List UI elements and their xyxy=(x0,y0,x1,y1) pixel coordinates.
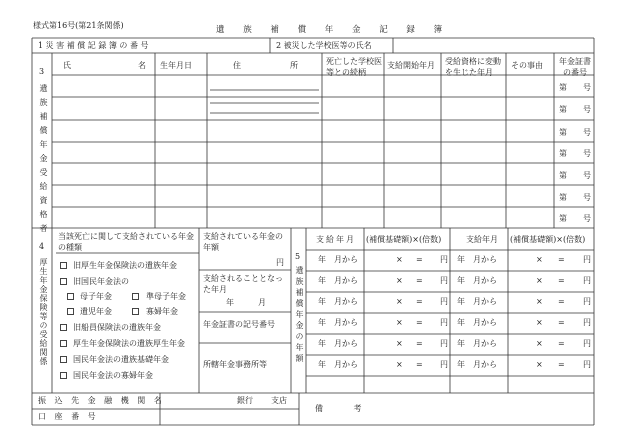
s5-row6-eq-1: = xyxy=(416,360,423,369)
s5-row2-eq-1: = xyxy=(416,276,423,285)
s5-header-date-1: 支給年月 xyxy=(316,235,356,244)
s5-row3-times-2: × xyxy=(536,297,543,306)
checkbox-pension-10[interactable] xyxy=(60,372,67,379)
s5-row6-yen-1: 円 xyxy=(440,360,448,369)
s5-row2-date-1: 年 月から xyxy=(318,276,358,285)
s5-row6-times-2: × xyxy=(536,360,543,369)
month-label: 月 xyxy=(258,298,266,307)
s5-row1-yen-2: 円 xyxy=(583,255,591,264)
bank-name-field[interactable] xyxy=(161,394,235,408)
s5-row5-yen-2: 円 xyxy=(583,339,591,348)
pension-type-8: 厚生年金保険法の遺族厚生年金 xyxy=(73,339,185,348)
checkbox-pension-3[interactable] xyxy=(67,293,74,300)
s5-row5-eq-1: = xyxy=(416,339,423,348)
header-cert-number: 年金証書の番号 xyxy=(559,57,591,77)
checkbox-pension-8[interactable] xyxy=(60,340,67,347)
end-date-header: 支給されることとなった年月 xyxy=(203,274,283,294)
section3-number: 3 xyxy=(39,67,45,76)
pension-type-5: 遺児年金 xyxy=(80,307,112,316)
year-label: 年 xyxy=(226,298,234,307)
s5-header-calc-1: (補償基礎額)×(倍数) xyxy=(366,235,442,244)
s5-row2-eq-2: = xyxy=(558,276,565,285)
pension-type-2: 旧国民年金法の xyxy=(73,277,129,286)
checkbox-pension-2[interactable] xyxy=(60,278,67,285)
pension-type-1: 旧厚生年金保険法の遺族年金 xyxy=(73,261,177,270)
s5-header-calc-2: (補償基礎額)×(倍数) xyxy=(510,235,586,244)
s5-row3-yen-1: 円 xyxy=(440,297,448,306)
cert-number-row-4: 第 号 xyxy=(559,149,591,158)
cert-number-row-2: 第 号 xyxy=(559,105,591,114)
account-number-field[interactable] xyxy=(161,410,298,424)
checkbox-pension-6[interactable] xyxy=(132,308,139,315)
s5-row2-date-2: 年 月から xyxy=(457,276,497,285)
s5-row1-eq-2: = xyxy=(558,255,565,264)
s5-row3-date-1: 年 月から xyxy=(318,297,358,306)
s5-row2-times-1: × xyxy=(396,276,403,285)
s5-row5-date-2: 年 月から xyxy=(457,339,497,348)
header-relationship: 死亡した学校医等との続柄 xyxy=(326,57,382,77)
checkbox-pension-5[interactable] xyxy=(67,308,74,315)
amount-header: 支給されている年金の年額 xyxy=(203,232,283,252)
s5-row4-eq-2: = xyxy=(558,318,565,327)
cert-no-header: 年金証書の記号番号 xyxy=(203,320,275,329)
s5-row4-date-1: 年 月から xyxy=(318,318,358,327)
s5-row3-eq-1: = xyxy=(416,297,423,306)
s5-row5-times-2: × xyxy=(536,339,543,348)
s5-row5-times-1: × xyxy=(396,339,403,348)
cert-number-row-6: 第 号 xyxy=(559,193,591,202)
header-start-date: 支給開始年月 xyxy=(387,61,435,70)
s5-row5-date-1: 年 月から xyxy=(318,339,358,348)
death-pension-header: 当該死亡に関して支給されている年金の種類 xyxy=(58,232,194,252)
s5-row1-yen-1: 円 xyxy=(440,255,448,264)
office-header: 所轄年金事務所等 xyxy=(203,360,267,369)
cert-number-row-3: 第 号 xyxy=(559,128,591,137)
s5-row6-date-2: 年 月から xyxy=(457,360,497,369)
pension-type-10: 国民年金法の寡婦年金 xyxy=(73,371,153,380)
s5-row6-times-1: × xyxy=(396,360,403,369)
section4-number: 4 xyxy=(39,242,45,251)
s5-row3-eq-2: = xyxy=(558,297,565,306)
header-name-b: 名 xyxy=(138,61,146,70)
s5-row4-date-2: 年 月から xyxy=(457,318,497,327)
cert-number-row-1: 第 号 xyxy=(559,83,591,92)
header-name-a: 氏 xyxy=(63,61,71,70)
pension-type-6: 寡婦年金 xyxy=(146,307,178,316)
checkbox-pension-1[interactable] xyxy=(60,262,67,269)
s5-row5-yen-1: 円 xyxy=(440,339,448,348)
form-number-label: 様式第16号(第21条関係) xyxy=(33,21,124,30)
remarks-label: 備 考 xyxy=(315,404,376,413)
section4-vertical-label: 厚生年金保険等の受給関係 xyxy=(39,258,48,366)
section5-vertical-label: 遺族補償年金の年額 xyxy=(295,266,304,365)
s5-row1-times-2: × xyxy=(536,255,543,264)
checkbox-pension-4[interactable] xyxy=(132,293,139,300)
s5-row6-eq-2: = xyxy=(558,360,565,369)
s5-row1-eq-1: = xyxy=(416,255,423,264)
s5-row1-date-1: 年 月から xyxy=(318,255,358,264)
s5-row4-yen-2: 円 xyxy=(583,318,591,327)
branch-suffix: 支店 xyxy=(271,396,287,405)
header-reason: その事由 xyxy=(511,61,543,70)
victim-name-field[interactable] xyxy=(394,39,593,52)
s5-row4-yen-1: 円 xyxy=(440,318,448,327)
s5-row3-yen-2: 円 xyxy=(583,297,591,306)
account-number-label: 口 座 番 号 xyxy=(38,412,99,421)
checkbox-pension-9[interactable] xyxy=(60,356,67,363)
s5-row2-yen-1: 円 xyxy=(440,276,448,285)
record-number-field[interactable] xyxy=(206,39,269,52)
section3-vertical-label: 遺族補償年金受給資格者 xyxy=(39,84,48,238)
pension-type-9: 国民年金法の遺族基礎年金 xyxy=(73,355,169,364)
s5-row5-eq-2: = xyxy=(558,339,565,348)
s5-row4-times-1: × xyxy=(396,318,403,327)
header-change-date: 受給資格に変動を生じた年月 xyxy=(445,57,501,77)
s5-header-date-2: 支給年月 xyxy=(466,235,498,244)
remarks-field[interactable] xyxy=(360,394,593,424)
header-birthdate: 生年月日 xyxy=(160,61,192,70)
bank-suffix: 銀行 xyxy=(237,396,253,405)
header-address-b: 所 xyxy=(290,61,298,70)
pension-type-7: 旧船員保険法の遺族年金 xyxy=(73,323,161,332)
s5-row1-date-2: 年 月から xyxy=(457,255,497,264)
header-address-a: 住 xyxy=(233,61,241,70)
pension-type-4: 準母子年金 xyxy=(146,292,186,301)
s5-row3-times-1: × xyxy=(396,297,403,306)
s5-row3-date-2: 年 月から xyxy=(457,297,497,306)
amount-unit: 円 xyxy=(276,258,284,267)
section5-number: 5 xyxy=(295,252,301,261)
s5-row2-times-2: × xyxy=(536,276,543,285)
s5-row6-yen-2: 円 xyxy=(583,360,591,369)
cert-number-row-5: 第 号 xyxy=(559,171,591,180)
s5-row2-yen-2: 円 xyxy=(583,276,591,285)
bank-name-label: 振 込 先 金 融 機 関 名 xyxy=(38,396,165,405)
section1-label: 1 災 害 補 償 記 録 簿 の 番 号 xyxy=(38,41,149,50)
s5-row4-times-2: × xyxy=(536,318,543,327)
s5-row6-date-1: 年 月から xyxy=(318,360,358,369)
s5-row4-eq-1: = xyxy=(416,318,423,327)
section2-label: 2 被災した学校医等の氏名 xyxy=(276,41,372,50)
checkbox-pension-7[interactable] xyxy=(60,324,67,331)
page-title: 遺 族 補 償 年 金 記 録 簿 xyxy=(216,25,451,35)
cert-number-row-7: 第 号 xyxy=(559,214,591,223)
pension-type-3: 母子年金 xyxy=(80,292,112,301)
s5-row1-times-1: × xyxy=(396,255,403,264)
